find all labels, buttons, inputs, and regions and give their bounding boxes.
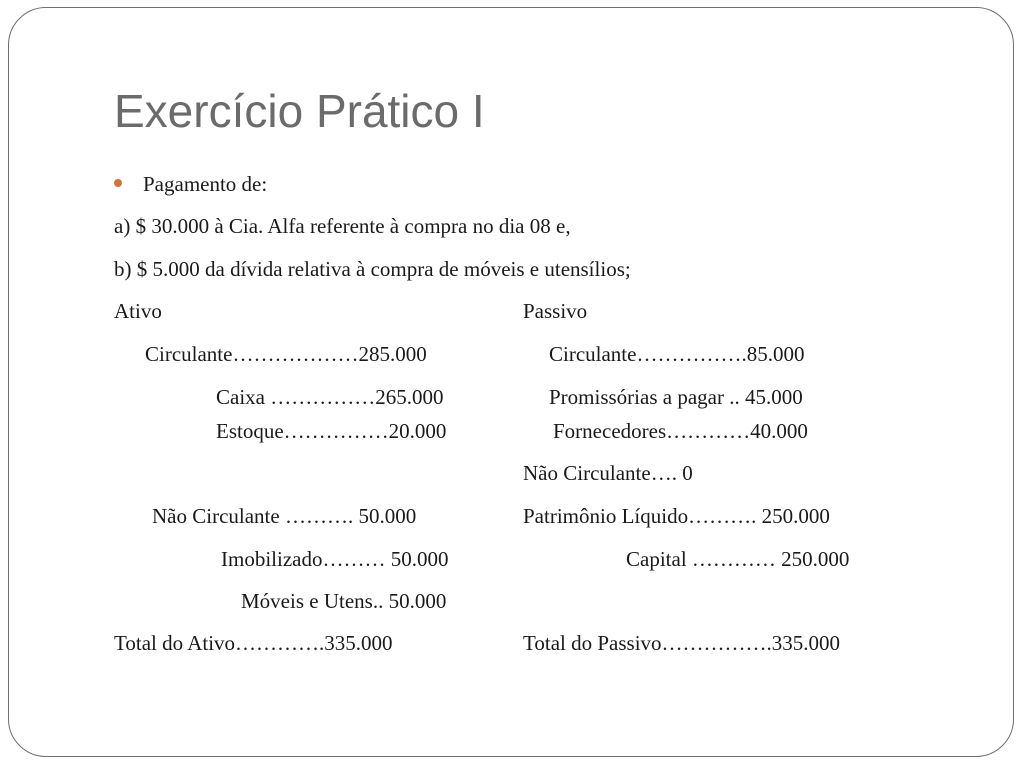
- ativo-circulante: Circulante………………285.000: [145, 342, 427, 366]
- ativo-heading: Ativo: [114, 299, 162, 323]
- ativo-caixa: Caixa ……………265.000: [216, 385, 444, 409]
- ativo-moveis: Móveis e Utens.. 50.000: [241, 589, 447, 613]
- item-b: b) $ 5.000 da dívida relativa à compra de móveis e utensílios;: [114, 257, 631, 281]
- ativo-nao-circulante: Não Circulante ………. 50.000: [152, 504, 417, 528]
- bullet-text: Pagamento de:: [143, 172, 268, 196]
- passivo-promissorias: Promissórias a pagar .. 45.000: [549, 385, 803, 409]
- ativo-estoque: Estoque……………20.000: [216, 419, 447, 443]
- bullet-dot-icon: [114, 179, 122, 187]
- passivo-fornecedores: Fornecedores…………40.000: [553, 419, 808, 443]
- item-a: a) $ 30.000 à Cia. Alfa referente à compra no dia 08 e,: [114, 214, 571, 238]
- passivo-total: Total do Passivo…………….335.000: [523, 631, 841, 655]
- ativo-imobilizado: Imobilizado……… 50.000: [221, 547, 449, 571]
- passivo-circulante: Circulante…………….85.000: [549, 342, 805, 366]
- slide-title: Exercício Prático I: [114, 85, 485, 137]
- passivo-capital: Capital ………… 250.000: [626, 547, 850, 571]
- passivo-heading: Passivo: [523, 299, 588, 323]
- passivo-nao-circulante: Não Circulante…. 0: [523, 461, 693, 485]
- ativo-total: Total do Ativo………….335.000: [114, 631, 393, 655]
- passivo-patrimonio: Patrimônio Líquido………. 250.000: [523, 504, 830, 528]
